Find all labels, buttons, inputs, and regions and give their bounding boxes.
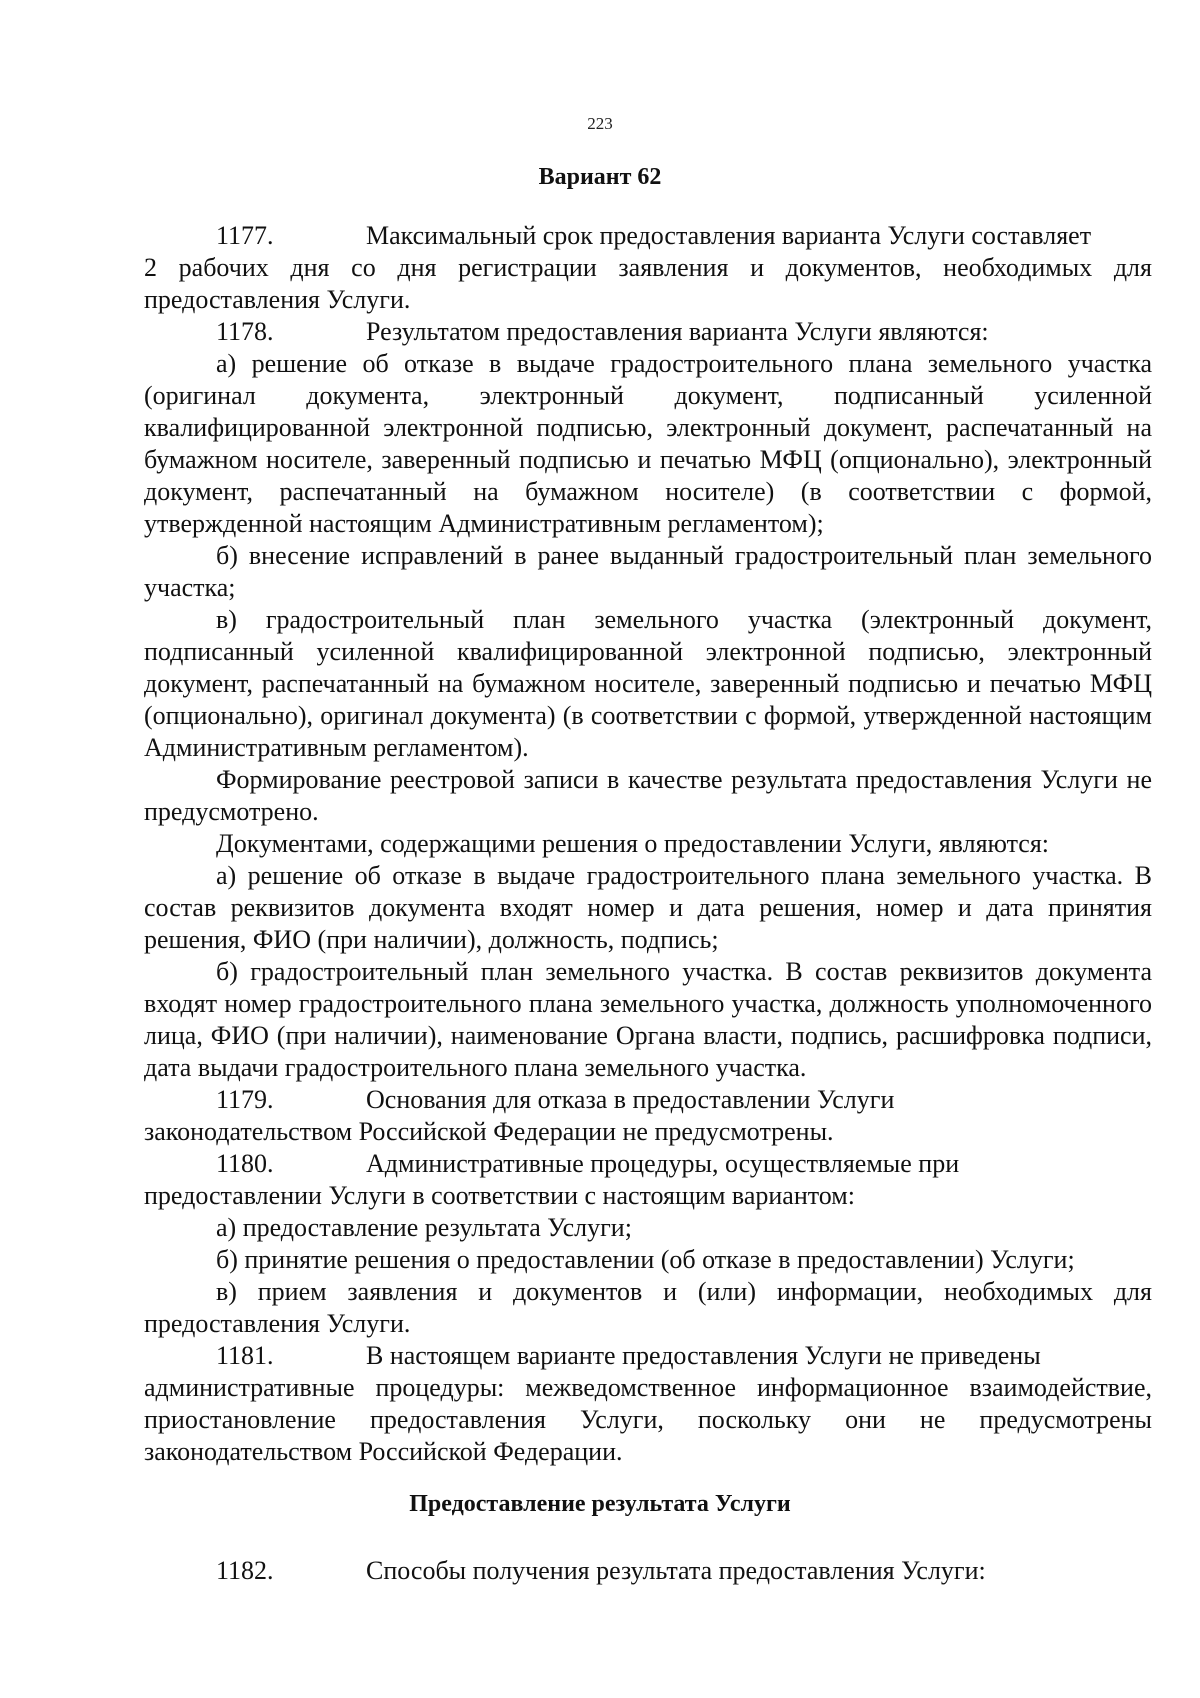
page-number: 223	[587, 114, 613, 133]
paragraph-lead: Максимальный срок предоставления варианта Услуги составляет	[366, 221, 1092, 250]
paragraph-lead: Результатом предоставления варианта Услуги являются:	[366, 317, 989, 346]
numbered-paragraph	[144, 1340, 1152, 1372]
paragraph-lead: В настоящем варианте предоставления Услуги не приведены	[366, 1341, 1041, 1370]
paragraph-continuation: 2 рабочих дня со дня регистрации заявления и документов, необходимых для предоставления Услуги.	[144, 253, 1152, 314]
numbered-paragraph	[144, 1148, 1152, 1180]
paragraph-number: 1178.	[216, 317, 274, 346]
paragraph-lead: Основания для отказа в предоставлении Услуги	[366, 1085, 895, 1114]
tail-section	[144, 1555, 1152, 1587]
paragraph-continuation: административные процедуры: межведомственное информационное взаимодействие, приостановление предоставления Услуги, поскольку они не предусмотрены законодательством Российской Федерации.	[144, 1373, 1152, 1466]
paragraph: а) решение об отказе в выдаче градостроительного плана земельного участка. В состав реквизитов документа входят номер и дата решения, номер и дата принятия решения, ФИО (при наличии), должность, подпись;	[144, 861, 1152, 954]
numbered-paragraph	[144, 220, 1152, 252]
document-body	[144, 220, 1152, 1468]
variant-title: Вариант 62	[538, 164, 662, 190]
paragraph: б) градостроительный план земельного участка. В состав реквизитов документа входят номер градостроительного плана земельного участка, должность уполномоченного лица, ФИО (при наличии), наименование Органа власти, подпись, расшифровка подписи, дата выдачи градостроительного плана земельного участка.	[144, 957, 1152, 1082]
paragraph-number: 1179.	[216, 1085, 274, 1114]
paragraph: в) прием заявления и документов и (или) информации, необходимых для предоставления Услуги.	[144, 1277, 1152, 1338]
paragraph-number: 1177.	[216, 221, 274, 250]
paragraph-lead: Способы получения результата предоставления Услуги:	[366, 1556, 986, 1585]
section-title: Предоставление результата Услуги	[409, 1491, 791, 1517]
paragraph-lead: Административные процедуры, осуществляемые при	[366, 1149, 960, 1178]
paragraph: Формирование реестровой записи в качестве результата предоставления Услуги не предусмотрено.	[144, 765, 1152, 826]
numbered-paragraph	[144, 1084, 1152, 1116]
paragraph: а) предоставление результата Услуги;	[216, 1213, 632, 1242]
numbered-paragraph	[144, 1555, 1152, 1587]
paragraph-number: 1180.	[216, 1149, 274, 1178]
paragraph: б) внесение исправлений в ранее выданный градостроительный план земельного участка;	[144, 541, 1152, 602]
paragraph: а) решение об отказе в выдаче градостроительного плана земельного участка (оригинал документа, электронный документ, подписанный усиленной квалифицированной электронной подписью, электронный документ, распечатанный на бумажном носителе, заверенный подписью и печатью МФЦ (опционально), электронный документ, распечатанный на бумажном носителе) (в соответствии с формой, утвержденной настоящим Административным регламентом);	[144, 349, 1152, 538]
paragraph-number: 1181.	[216, 1341, 274, 1370]
paragraph-continuation: законодательством Российской Федерации не предусмотрены.	[144, 1117, 834, 1146]
numbered-paragraph	[144, 316, 1152, 348]
paragraph: в) градостроительный план земельного участка (электронный документ, подписанный усиленной квалифицированной электронной подписью, электронный документ, распечатанный на бумажном носителе, заверенный подписью и печатью МФЦ (опционально), оригинал документа) (в соответствии с формой, утвержденной настоящим Административным регламентом).	[144, 605, 1152, 762]
paragraph-number: 1182.	[216, 1556, 274, 1585]
paragraph: б) принятие решения о предоставлении (об отказе в предоставлении) Услуги;	[216, 1245, 1075, 1274]
paragraph: Документами, содержащими решения о предоставлении Услуги, являются:	[216, 829, 1050, 858]
paragraph-continuation: предоставлении Услуги в соответствии с настоящим вариантом:	[144, 1181, 855, 1210]
